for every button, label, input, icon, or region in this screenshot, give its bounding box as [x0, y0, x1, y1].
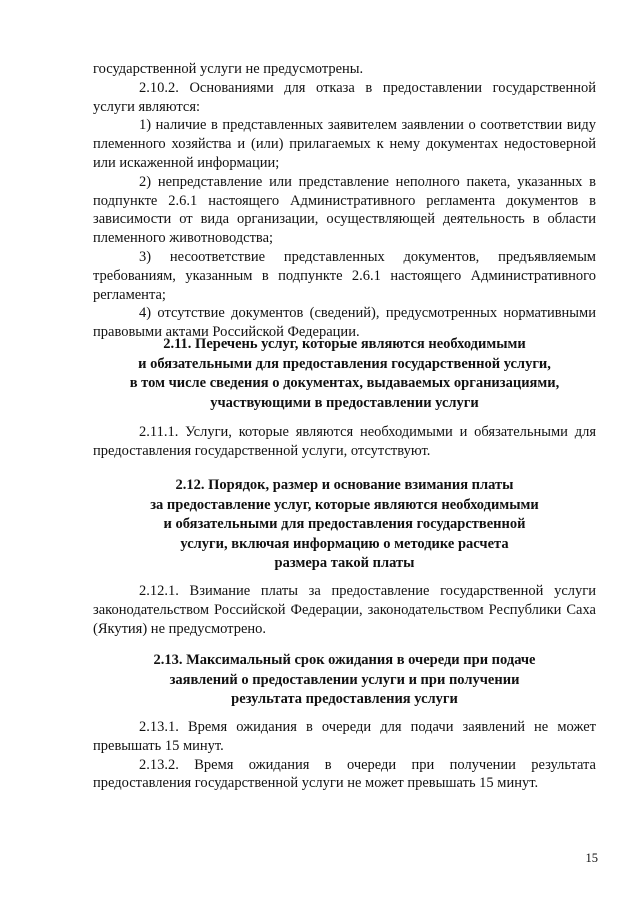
- heading-2-11-line-4: участвующими в предоставлении услуги: [210, 394, 479, 411]
- paragraph-ground-4: 4) отсутствие документов (сведений), предусмотренных нормативными правовыми актами Российской Федерации.: [93, 305, 596, 341]
- paragraph-continuation: государственной услуги не предусмотрены.: [93, 61, 364, 77]
- paragraph-2-12-1: 2.12.1. Взимание платы за предоставление государственной услуги законодательством Российской Федерации, законодательством Республики Саха (Якутия) не предусмотрено.: [93, 583, 596, 637]
- heading-2-12-line-5: размера такой платы: [274, 555, 415, 572]
- top-paragraphs: [93, 60, 596, 342]
- paragraph-2-13-1: 2.13.1. Время ожидания в очереди для подачи заявлений не может превышать 15 минут.: [93, 719, 596, 754]
- paragraph-ground-1: 1) наличие в представленных заявителем заявлении о соответствии виду племенного хозяйства и (или) прилагаемых к нему документах недостоверной или искаженной информации;: [93, 117, 596, 171]
- heading-2-11-line-1: 2.11. Перечень услуг, которые являются необходимыми: [163, 336, 526, 352]
- paragraph-ground-3: 3) несоответствие представленных документов, предъявляемым требованиям, указанным в подпункте 2.6.1 настоящего Административного регламента;: [93, 248, 596, 303]
- page-number: 15: [585, 851, 598, 865]
- section-2-12-text: [93, 582, 596, 638]
- section-2-11-text: [93, 423, 596, 461]
- paragraph-2-13-2: 2.13.2. Время ожидания в очереди при получении результата предоставления государственной услуги не может превышать 15 минут.: [93, 756, 596, 792]
- paragraph-ground-2: 2) непредставление или представление неполного пакета, указанных в подпункте 2.6.1 настоящего Административного регламента документов в зависимости от вида организации, осуществляющей деятельность в области племенного животноводства;: [93, 173, 596, 247]
- paragraph-2-11-1: 2.11.1. Услуги, которые являются необходимыми и обязательными для предоставления государственной услуги, отсутствуют.: [93, 424, 596, 459]
- paragraph-2-10-2: 2.10.2. Основаниями для отказа в предоставлении государственной услуги являются:: [93, 79, 596, 115]
- heading-2-12-line-3: и обязательными для предоставления государственной: [163, 516, 526, 533]
- heading-2-12: [93, 476, 596, 574]
- heading-2-13-line-1: 2.13. Максимальный срок ожидания в очереди при подаче: [153, 652, 536, 668]
- heading-2-13-line-2: заявлений о предоставлении услуги и при получении: [169, 671, 520, 688]
- heading-2-12-line-2: за предоставление услуг, которые являются необходимыми: [150, 496, 539, 513]
- heading-2-11-line-3: в том числе сведения о документах, выдаваемых организациями,: [129, 375, 560, 392]
- heading-2-12-line-1: 2.12. Порядок, размер и основание взимания платы: [175, 477, 514, 493]
- heading-2-11: [93, 335, 596, 413]
- heading-2-13-line-3: результата предоставления услуги: [231, 691, 458, 708]
- heading-2-13: [93, 651, 596, 710]
- heading-2-11-line-2: и обязательными для предоставления государственной услуги,: [138, 355, 551, 372]
- section-2-13-text: [93, 718, 596, 793]
- heading-2-12-line-4: услуги, включая информацию о методике расчета: [180, 535, 509, 552]
